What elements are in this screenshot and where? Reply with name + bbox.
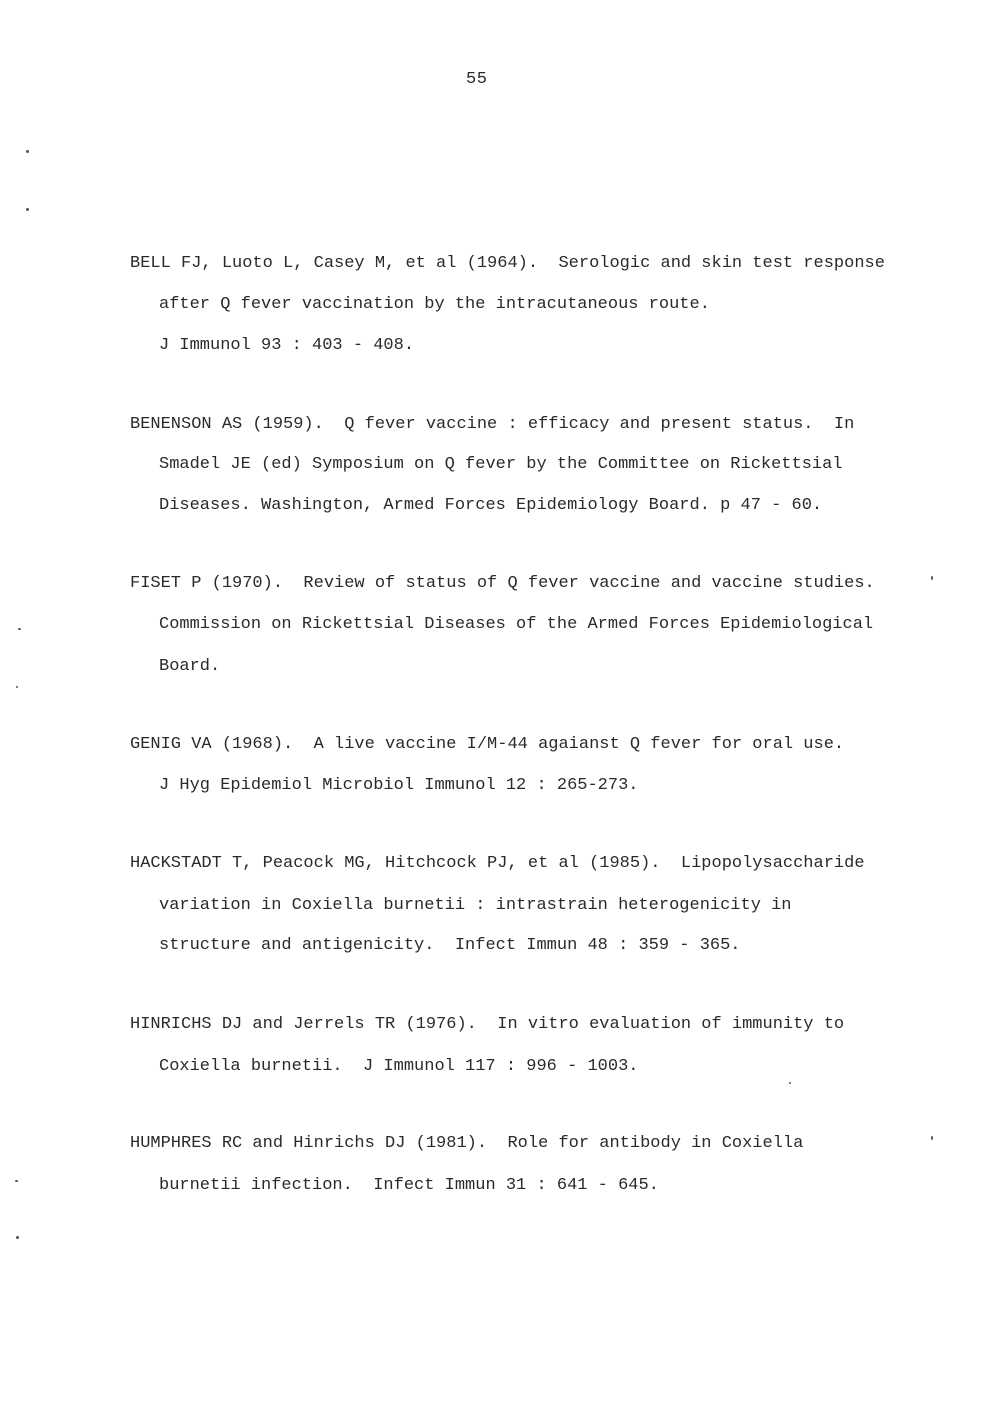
reference-line: structure and antigenicity. Infect Immun 48 : 359 - 365. [159,936,741,955]
reference-line: GENIG VA (1968). A live vaccine I/M-44 agaianst Q fever for oral use. [130,735,845,754]
scan-speck [18,628,21,630]
scan-speck [16,686,18,688]
reference-line: FISET P (1970). Review of status of Q fever vaccine and vaccine studies. [130,574,875,593]
reference-line: J Hyg Epidemiol Microbiol Immunol 12 : 265-273. [159,776,639,795]
page-number: 55 [466,70,488,89]
reference-line: J Immunol 93 : 403 - 408. [159,336,415,355]
scan-speck [26,150,29,153]
reference-line: Commission on Rickettsial Diseases of the Armed Forces Epidemiological [159,615,874,634]
scan-speck [16,1236,19,1239]
scan-speck [931,576,933,580]
reference-line: BELL FJ, Luoto L, Casey M, et al (1964). Serologic and skin test response [130,254,885,273]
reference-line: HUMPHRES RC and Hinrichs DJ (1981). Role for antibody in Coxiella [130,1134,804,1153]
reference-line: HACKSTADT T, Peacock MG, Hitchcock PJ, et al (1985). Lipopolysaccharide [130,854,865,873]
reference-line: Diseases. Washington, Armed Forces Epidemiology Board. p 47 - 60. [159,496,823,515]
scan-speck [931,1136,933,1140]
scan-speck [15,1180,18,1182]
reference-line: Smadel JE (ed) Symposium on Q fever by the Committee on Rickettsial [159,455,843,474]
reference-line: burnetii infection. Infect Immun 31 : 641 - 645. [159,1176,659,1195]
reference-line: after Q fever vaccination by the intracutaneous route. [159,295,710,314]
scan-speck [26,208,29,211]
reference-line: HINRICHS DJ and Jerrels TR (1976). In vitro evaluation of immunity to [130,1015,845,1034]
reference-line: Coxiella burnetii. J Immunol 117 : 996 - 1003. [159,1057,639,1076]
reference-line: BENENSON AS (1959). Q fever vaccine : efficacy and present status. In [130,415,855,434]
reference-line: Board. [159,657,221,676]
reference-line: variation in Coxiella burnetii : intrastrain heterogenicity in [159,896,792,915]
scan-speck [789,1082,791,1084]
